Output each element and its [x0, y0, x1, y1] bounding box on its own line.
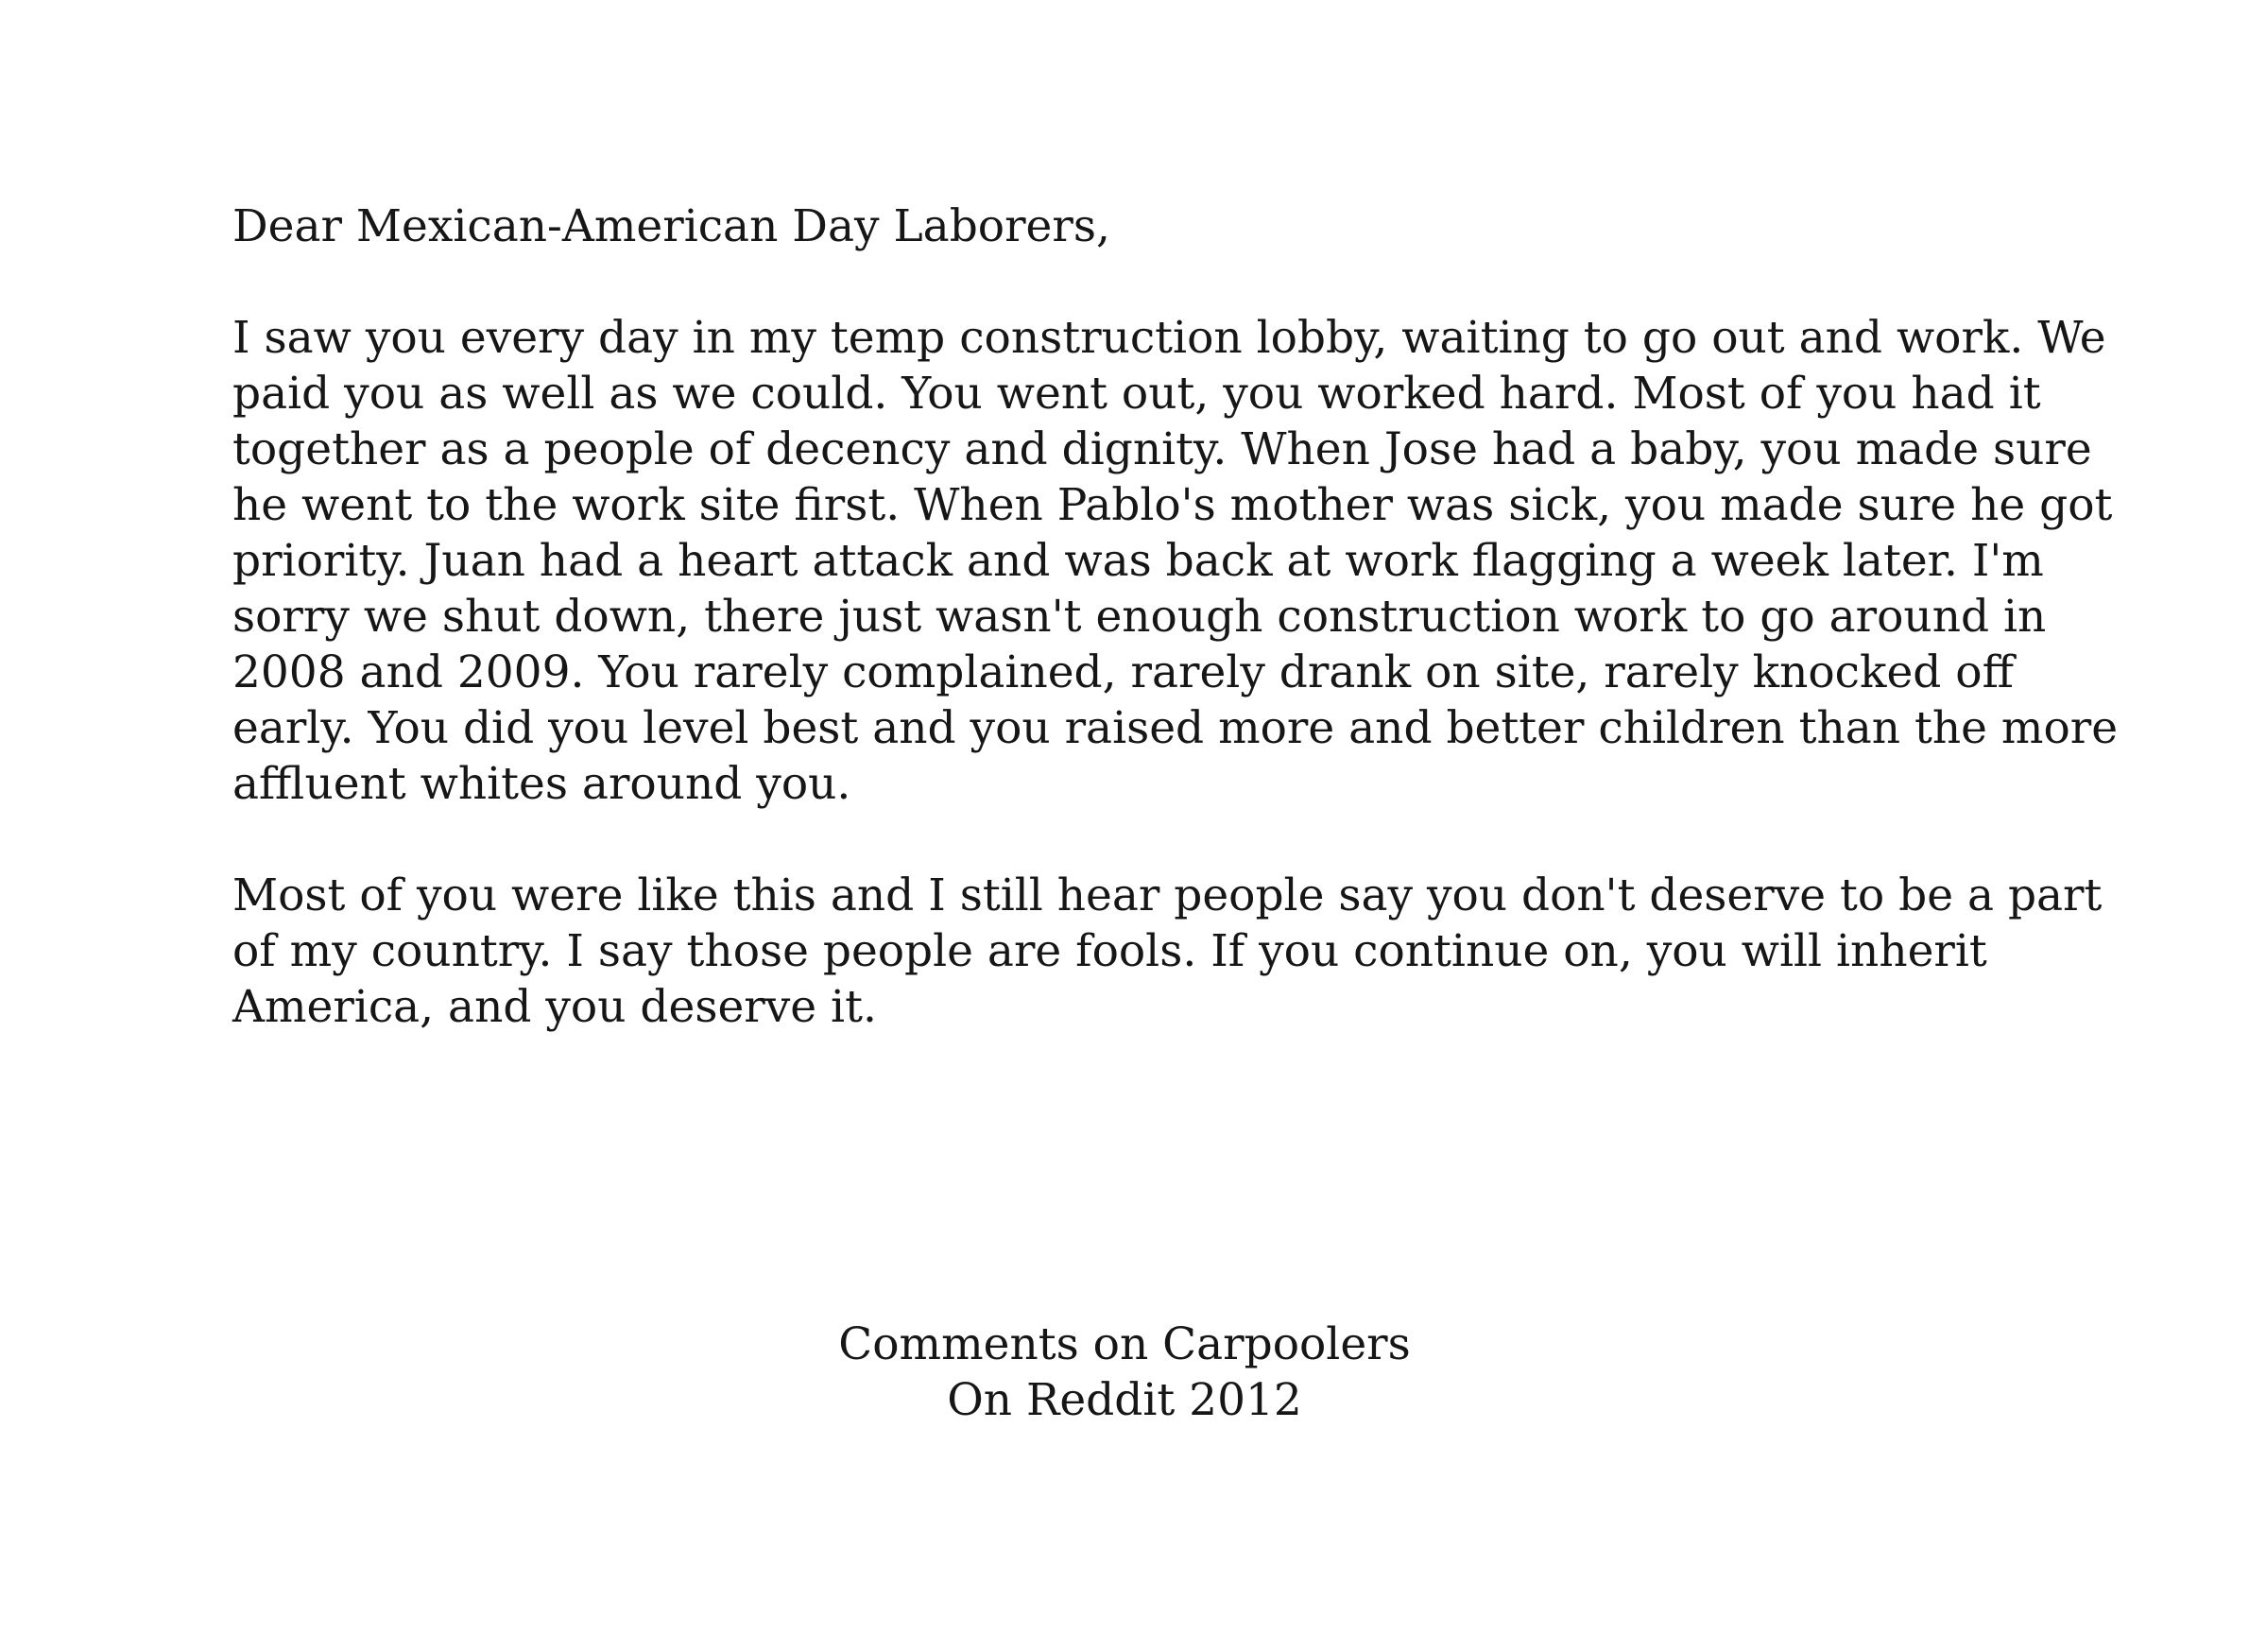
signature-block: [0, 1316, 2249, 1428]
signature-line-1: Comments on Carpoolers: [838, 1318, 1411, 1370]
paragraph-line: affluent whites around you.: [232, 758, 851, 810]
paragraph-line: paid you as well as we could. You went out, you worked hard. Most of you had it: [232, 368, 2041, 420]
paragraph-2: [232, 868, 2103, 1035]
paragraph-line: he went to the work site first. When Pablo's mother was sick, you made sure he got: [232, 479, 2113, 531]
paragraph-line: early. You did you level best and you raised more and better children than the more: [232, 702, 2119, 754]
paragraph-line: together as a people of decency and dignity. When Jose had a baby, you made sure: [232, 423, 2092, 475]
paragraph-line: Most of you were like this and I still hear people say you don't deserve to be a part: [232, 869, 2103, 921]
paragraph-1: [232, 310, 2119, 812]
paragraph-line: I saw you every day in my temp construction lobby, waiting to go out and work. We: [232, 312, 2106, 364]
letter-body: [232, 198, 2119, 1035]
paragraph-line: of my country. I say those people are fools. If you continue on, you will inherit: [232, 925, 1987, 977]
paragraph-line: sorry we shut down, there just wasn't enough construction work to go around in: [232, 591, 2047, 643]
paragraph-line: 2008 and 2009. You rarely complained, rarely drank on site, rarely knocked off: [232, 646, 2014, 698]
letter-greeting: Dear Mexican-American Day Laborers,: [232, 200, 1110, 252]
paragraph-line: priority. Juan had a heart attack and was back at work flagging a week later. I'm: [232, 535, 2044, 587]
signature-line-2: On Reddit 2012: [947, 1374, 1302, 1426]
paragraph-line: America, and you deserve it.: [232, 981, 877, 1033]
